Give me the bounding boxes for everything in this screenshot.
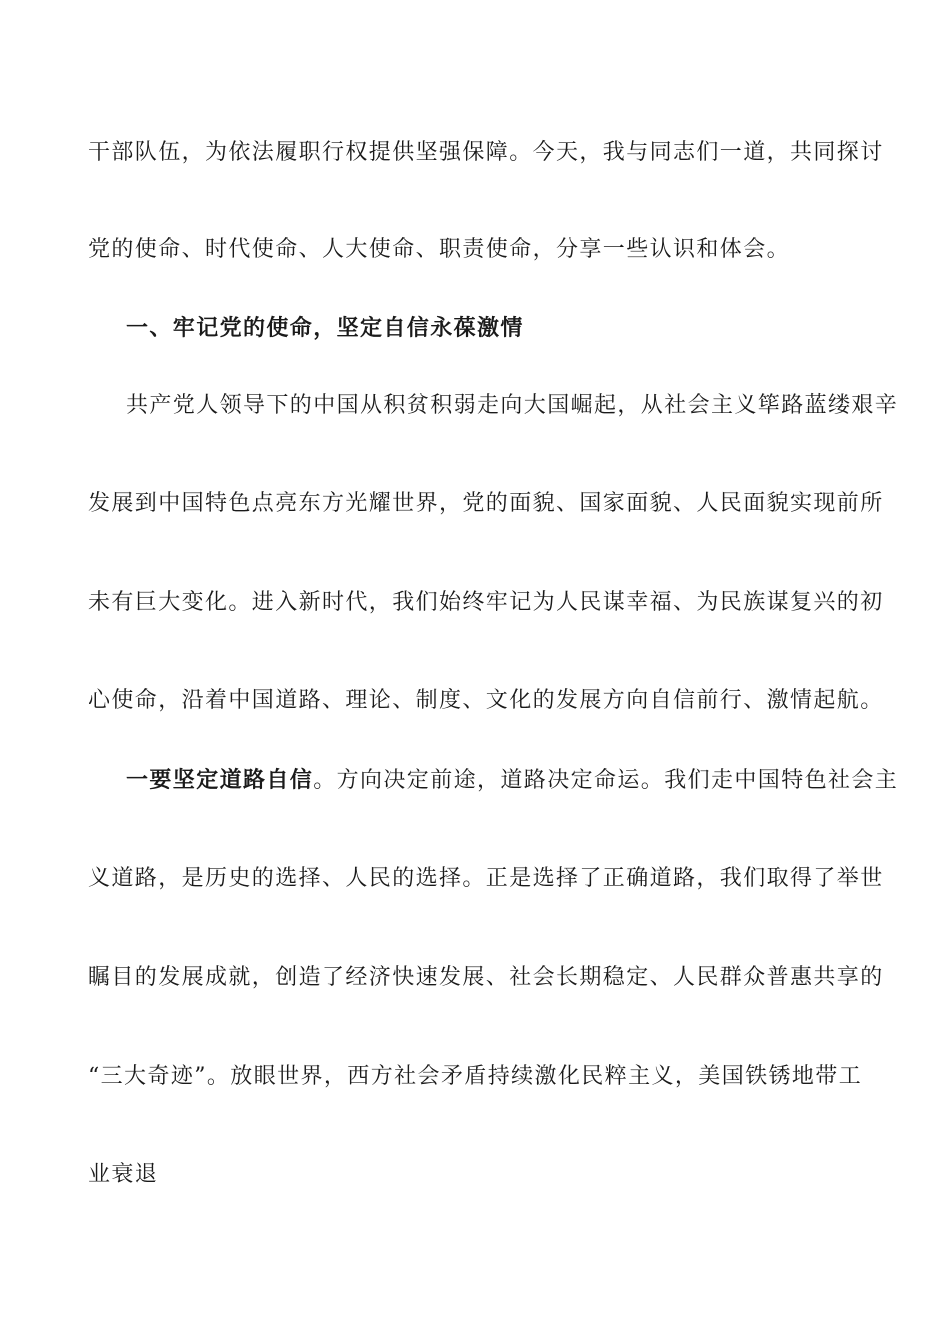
paragraph-line-7 [126, 765, 906, 796]
paragraph-line-4: 发展到中国特色点亮东方光耀世界，党的面貌、国家面貌、人民面貌实现前所 [88, 491, 884, 516]
paragraph-line-1: 干部队伍，为依法履职行权提供坚强保障。今天，我与同志们一道，共同探讨 [88, 140, 884, 165]
paragraph-line-7-text: 。方向决定前途，道路决定命运。我们走中国特色社会主 [313, 768, 899, 793]
paragraph-line-9: 瞩目的发展成就，创造了经济快速发展、社会长期稳定、人民群众普惠共享的 [88, 965, 884, 990]
paragraph-line-3: 共产党人领导下的中国从积贫积弱走向大国崛起，从社会主义筚路蓝缕艰辛 [126, 393, 899, 418]
paragraph-line-8: 义道路，是历史的选择、人民的选择。正是选择了正确道路，我们取得了举世 [88, 866, 884, 891]
section-heading-1: 一、牢记党的使命，坚定自信永葆激情 [126, 315, 524, 341]
paragraph-line-6: 心使命，沿着中国道路、理论、制度、文化的发展方向自信前行、激情起航。 [88, 688, 884, 713]
paragraph-line-5: 未有巨大变化。进入新时代，我们始终牢记为人民谋幸福、为民族谋复兴的初 [88, 590, 884, 615]
paragraph-line-10: “三大奇迹”。放眼世界，西方社会矛盾持续激化民粹主义，美国铁锈地带工 [88, 1064, 863, 1089]
paragraph-line-2: 党的使命、时代使命、人大使命、职责使命，分享一些认识和体会。 [88, 237, 791, 262]
subheading-road-confidence: 一要坚定道路自信 [126, 767, 314, 793]
paragraph-line-11: 业衰退 [88, 1162, 159, 1187]
